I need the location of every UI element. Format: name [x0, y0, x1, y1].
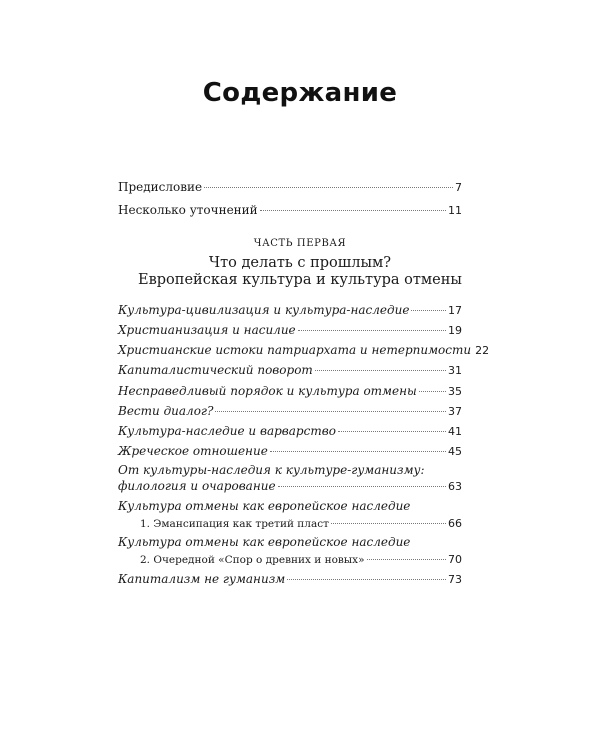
- dot-leader: [338, 431, 446, 432]
- toc-entry-label: Жреческое отношение: [118, 444, 268, 458]
- toc-entry[interactable]: [118, 363, 462, 378]
- part-title-line2: Европейская культура и культура отмены: [138, 272, 462, 288]
- toc-page-number: 63: [448, 480, 462, 493]
- toc-entry[interactable]: [118, 180, 462, 195]
- toc-page-number: 66: [448, 517, 462, 530]
- dot-leader: [204, 187, 453, 188]
- toc-entry-label: Культура-цивилизация и культура-наследие: [118, 303, 410, 317]
- dot-leader: [260, 210, 446, 211]
- toc-entry-label: Капиталистический поворот: [118, 363, 313, 377]
- toc-entry[interactable]: [118, 303, 462, 318]
- toc-entry-label: Христианские истоки патриархата и нетерпимости: [118, 343, 472, 357]
- toc-entry[interactable]: [118, 572, 462, 587]
- toc-page-number: 22: [475, 344, 490, 357]
- toc-entry-label-line2: филология и очарование: [118, 479, 276, 493]
- dot-leader: [367, 559, 446, 560]
- toc-subentry[interactable]: [118, 552, 462, 568]
- toc-page-number: 19: [448, 324, 462, 337]
- toc-entry[interactable]: [118, 479, 462, 494]
- toc-page-number: 73: [448, 573, 462, 586]
- dot-leader: [298, 330, 446, 331]
- toc-subentry-label: 2. Очередной «Спор о древних и новых»: [140, 554, 365, 566]
- toc-entry-label[interactable]: Культура отмены как европейское наследие: [118, 499, 411, 513]
- dot-leader: [278, 486, 446, 487]
- toc-entry[interactable]: [118, 424, 462, 439]
- toc-entry-label: Несколько уточнений: [118, 203, 258, 217]
- toc-page-number: 31: [448, 364, 462, 377]
- dot-leader: [331, 523, 446, 524]
- toc-page-number: 37: [448, 405, 462, 418]
- toc-page-number: 35: [448, 385, 462, 398]
- part-label: ЧАСТЬ ПЕРВАЯ: [253, 238, 347, 249]
- toc-entry[interactable]: [118, 323, 462, 338]
- toc-entry-label: Вести диалог?: [118, 404, 214, 418]
- toc-page-number: 17: [448, 304, 462, 317]
- toc-subentry[interactable]: [118, 516, 462, 532]
- toc-page-number: 41: [448, 425, 462, 438]
- toc-entry-label: Несправедливый порядок и культура отмены: [118, 384, 417, 398]
- toc-entry[interactable]: [118, 404, 462, 419]
- dot-leader: [411, 310, 446, 311]
- toc-entry-label: Предисловие: [118, 180, 203, 194]
- toc-entry-label: Христианизация и насилие: [118, 323, 296, 337]
- toc-entry[interactable]: [118, 203, 462, 218]
- dot-leader: [419, 391, 446, 392]
- toc-entry-label: Культура-наследие и варварство: [118, 424, 336, 438]
- part-title-line1: Что делать с прошлым?: [208, 255, 392, 271]
- toc-page-number: 45: [448, 445, 462, 458]
- toc-subentry-label: 1. Эмансипация как третий пласт: [140, 518, 329, 530]
- toc-entry[interactable]: [118, 444, 462, 459]
- toc-page-number: 70: [448, 553, 462, 566]
- toc-page-number: 11: [448, 204, 462, 217]
- toc-entry[interactable]: [118, 384, 462, 399]
- toc-entry-label[interactable]: Культура отмены как европейское наследие: [118, 535, 411, 549]
- toc-page-number: 7: [455, 181, 462, 194]
- dot-leader: [270, 451, 446, 452]
- dot-leader: [287, 579, 446, 580]
- toc-entry-label-line1[interactable]: От культуры-наследия к культуре-гуманизму:: [118, 463, 425, 477]
- dot-leader: [315, 370, 446, 371]
- dot-leader: [215, 411, 446, 412]
- page-title: Содержание: [202, 78, 398, 108]
- toc-entry-label: Капитализм не гуманизм: [118, 572, 286, 586]
- toc-entry[interactable]: [118, 343, 490, 358]
